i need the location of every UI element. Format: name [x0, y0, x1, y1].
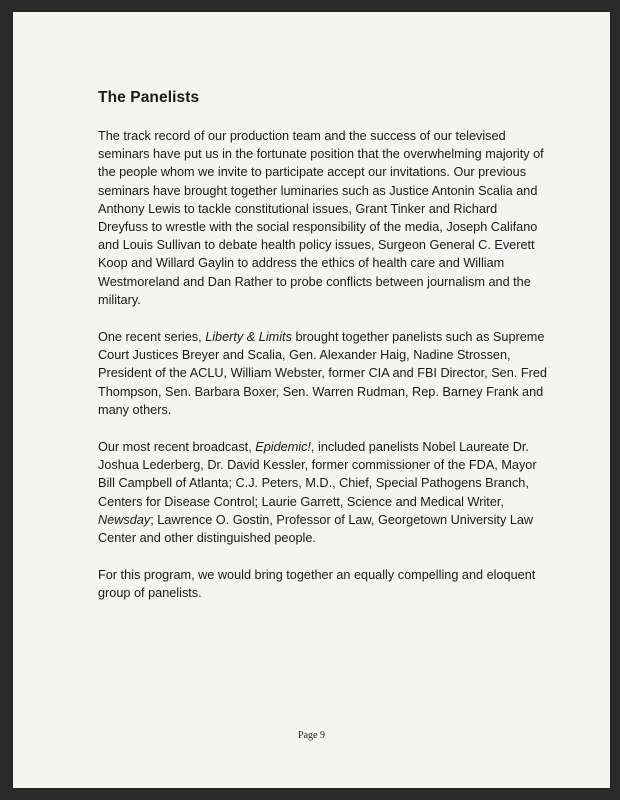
paragraph-text: One recent series, — [98, 330, 206, 345]
paragraph-text: Our most recent broadcast, — [98, 440, 256, 455]
paragraph-text: brought together panelists such as Supreme Court Justices Breyer and Scalia, Gen. Alexander Haig, Nadine Strossen, President of the ACLU, William Webster, former CIA and FBI Director, Sen. Fred Thompson, Sen. Barbara Boxer, Sen. Warren Rudman, Rep. Barney Frank and many others. — [98, 330, 547, 417]
document-page — [13, 12, 610, 788]
paragraph-text: , included panelists Nobel Laureate Dr. Joshua Lederberg, Dr. David Kessler, former commissioner of the FDA, Mayor Bill Campbell of Atlanta; C.J. Peters, M.D., Chief, Special Pathogens Branch, Centers for Disease Control; Laurie Garrett, Science and Medical Writer, — [98, 440, 537, 509]
paragraph-text: ; Lawrence O. Gostin, Professor of Law, Georgetown University Law Center and other distinguished people. — [98, 512, 534, 546]
page-number: Page 9 — [298, 730, 325, 741]
paragraph-epidemic — [98, 438, 548, 547]
paragraph-this-program: For this program, we would bring together an equally compelling and eloquent group of panelists. — [98, 568, 536, 601]
series-title: Liberty & Limits — [205, 330, 292, 345]
paragraph-liberty-limits — [98, 328, 548, 419]
page-content — [98, 89, 548, 622]
publication-title: Newsday — [98, 512, 151, 527]
broadcast-title: Epidemic! — [255, 440, 311, 455]
paragraph-production-record: The track record of our production team and the success of our televised seminars have put us in the fortunate position that the overwhelming majority of the people whom we invite to participate accept our invitations. Our previous seminars have brought together luminaries such as Justice Antonin Scalia and Anthony Lewis to tackle constitutional issues, Grant Tinker and Richard Dreyfuss to wrestle with the social responsibility of the media, Joseph Califano and Louis Sullivan to debate health policy issues, Surgeon General C. Everett Koop and Willard Gaylin to address the ethics of health care and William Westmoreland and Dan Rather to probe conflicts between journalism and the military. — [98, 129, 544, 307]
section-heading: The Panelists — [98, 89, 200, 106]
